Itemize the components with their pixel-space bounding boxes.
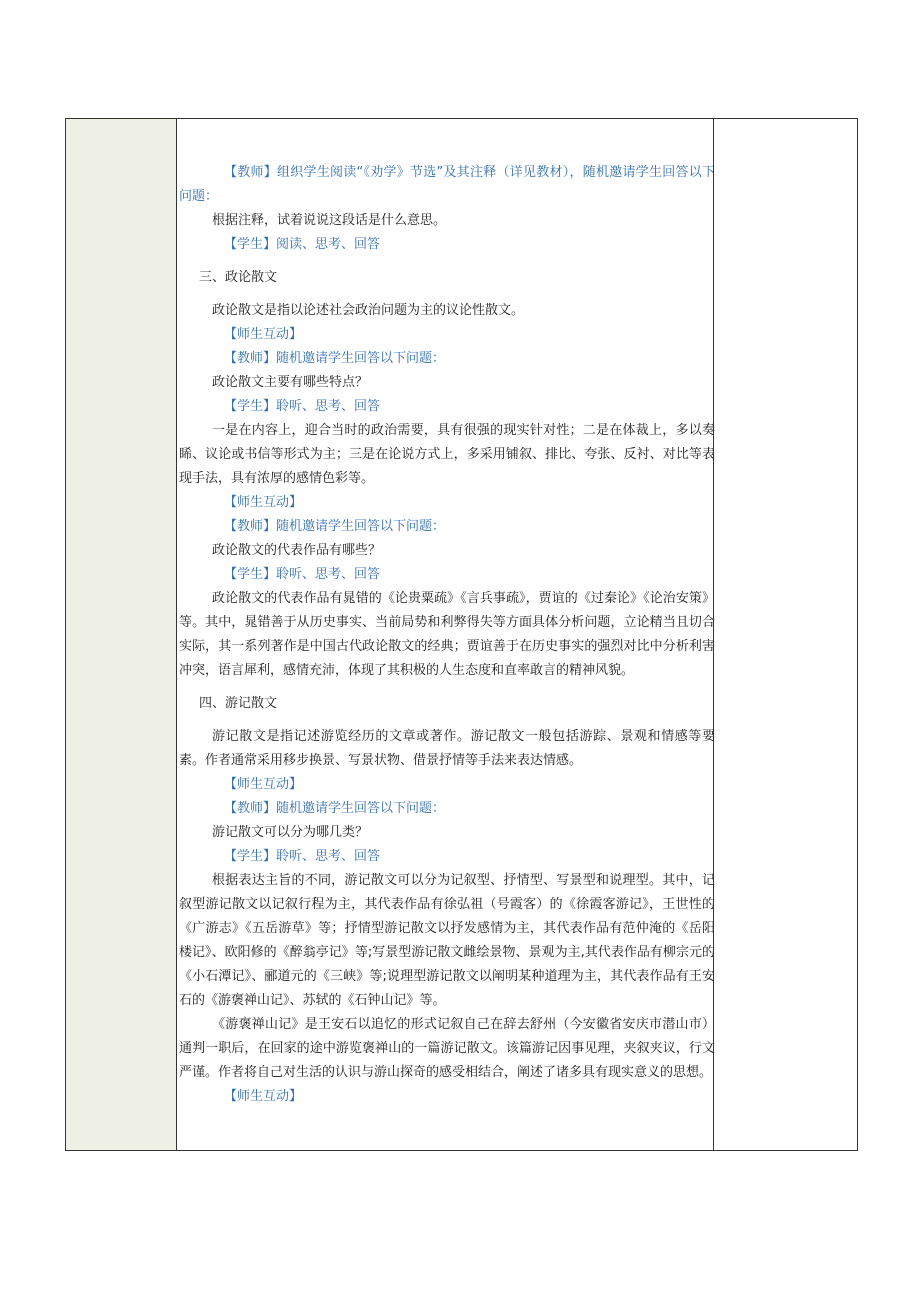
student-action: 【学生】阅读、思考、回答 <box>224 237 381 252</box>
answer-text: 一是在内容上，迎合当时的政治需要，具有很强的现实针对性；二是在体裁上，多以奏睎、议论或书信等形式为主；三是在论说方式上，多采用铺叙、排比、夸张、反衬、对比等表现手法，具有浓厚的感情色彩等。 <box>179 423 715 486</box>
student-action: 【学生】聆听、思考、回答 <box>224 849 381 864</box>
interaction-label: 【师生互动】 <box>224 495 303 510</box>
student-action: 【学生】聆听、思考、回答 <box>224 399 381 414</box>
definition-text: 政论散文是指以论述社会政治问题为主的议论性散文。 <box>212 303 525 318</box>
question-text: 游记散文可以分为哪几类？ <box>212 825 369 840</box>
question-text: 政论散文的代表作品有哪些？ <box>212 543 382 558</box>
definition-text: 游记散文是指记述游览经历的文章或著作。游记散文一般包括游踪、景观和情感等要素。作者通常采用移步换景、写景状物、借景抒情等手法来表达情感。 <box>179 729 715 768</box>
answer-text: 《游褒禅山记》是王安石以追忆的形式记叙自己在辞去舒州（今安徽省安庆市潜山市）通判一职后，在回家的途中游览褒禅山的一篇游记散文。该篇游记因事见理，夹叙夹议，行文严谨。作者将自己对生活的认识与游山探奇的感受相结合，阐述了诸多具有现实意义的思想。 <box>179 1017 715 1080</box>
teacher-instruction: 【教师】随机邀请学生回答以下问题： <box>224 801 446 816</box>
interaction-label: 【师生互动】 <box>224 777 303 792</box>
section-heading-4: 四、游记散文 <box>199 696 278 711</box>
section-heading-3: 三、政论散文 <box>199 270 278 285</box>
interaction-label: 【师生互动】 <box>224 327 303 342</box>
answer-text: 根据表达主旨的不同，游记散文可以分为记叙型、抒情型、写景型和说理型。其中，记叙型游记散文以记叙行程为主，其代表作品有徐弘祖（号霞客）的《徐霞客游记》，王世性的《广游志》《五岳游草》等；抒情型游记散文以抒发感情为主，其代表作品有范仲淹的《岳阳楼记》、欧阳修的《醉翁亭记》等;写景型游记散文雌绘景物、景观为主,其代表作品有柳宗元的《小石潭记》、郦道元的《三峡》等;说理型游记散文以阐明某种道理为主，其代表作品有王安石的《游褒禅山记》、苏轼的《石钟山记》等。 <box>179 873 715 1008</box>
question-text: 根据注释，试着说说这段话是什么意思。 <box>212 213 447 228</box>
student-action: 【学生】聆听、思考、回答 <box>224 567 381 582</box>
question-text: 政论散文主要有哪些特点？ <box>212 375 369 390</box>
right-column <box>713 119 857 1150</box>
teacher-instruction: 【教师】随机邀请学生回答以下问题： <box>224 519 446 534</box>
lesson-table <box>65 118 858 1151</box>
left-column <box>66 119 177 1150</box>
teacher-instruction: 【教师】组织学生阅读“《劝学》节选”及其注释（详见教材），随机邀请学生回答以下问题： <box>179 165 715 204</box>
teacher-instruction: 【教师】随机邀请学生回答以下问题： <box>224 351 446 366</box>
content-column <box>177 119 715 1150</box>
answer-text: 政论散文的代表作品有晁错的《论贵粟疏》《言兵事疏》，贾谊的《过秦论》《论治安策》等。其中，晁错善于从历史事实、当前局势和利弊得失等方面具体分析问题，立论精当且切合实际，其一系列著作是中国古代政论散文的经典；贾谊善于在历史事实的强烈对比中分析利害冲突，语言犀利，感情充沛，体现了其积极的人生态度和直率敢言的精神风貌。 <box>179 591 715 678</box>
interaction-label: 【师生互动】 <box>224 1089 303 1104</box>
lesson-content <box>179 161 715 1109</box>
